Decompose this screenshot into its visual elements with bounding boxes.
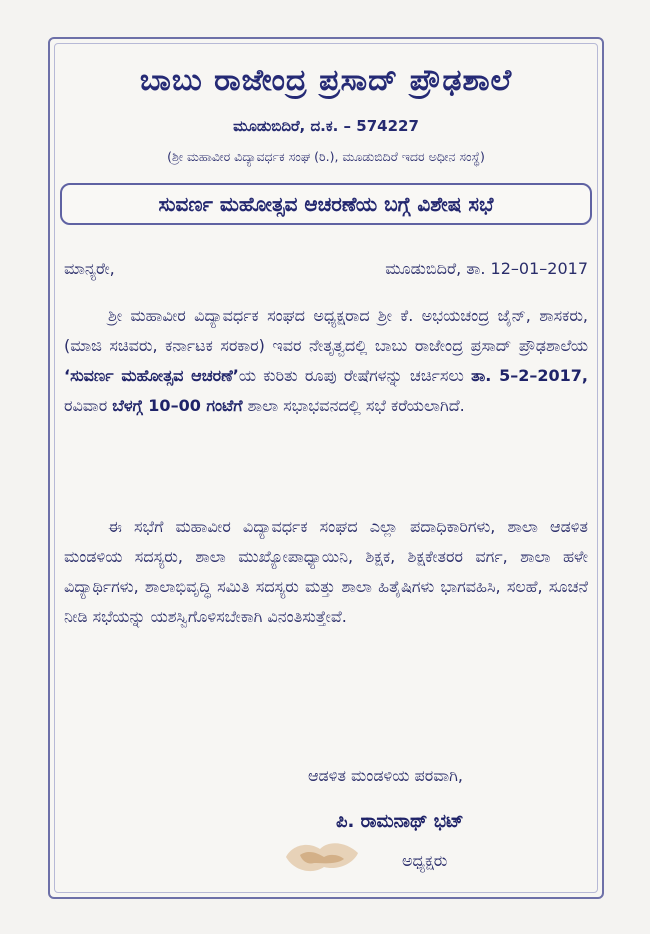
signatory-designation: ಅಧ್ಯಕ್ಷರು	[402, 851, 448, 870]
signatory-name: ಪಿ. ರಾಮನಾಥ್ ಭಟ್	[336, 811, 464, 832]
ink-stain	[278, 827, 366, 879]
notice-card	[48, 37, 604, 899]
event-name: ‘ಸುವರ್ಣ ಮಹೋತ್ಸವ ಆಚರಣೆ’	[64, 366, 239, 385]
para1-text-1: ಶ್ರೀ ಮಹಾವೀರ ವಿದ್ಯಾವರ್ಧಕ ಸಂಘದ ಅಧ್ಯಕ್ಷರಾದ ಶ್ರೀ ಕೆ. ಅಭಯಚಂದ್ರ ಜೈನ್, ಶಾಸಕರು, (ಮಾಜಿ ಸಚಿವರು, ಕರ್ನಾಟಕ ಸರಕಾರ) ಇವರ ನೇತೃತ್ವದಲ್ಲಿ ಬಾಬು ರಾಜೇಂದ್ರ ಪ್ರಸಾದ್ ಪ್ರೌಢಶಾಲೆಯ	[64, 306, 588, 355]
salutation: ಮಾನ್ಯರೇ,	[64, 259, 115, 278]
attendees-paragraph: ಈ ಸಭೆಗೆ ಮಹಾವೀರ ವಿದ್ಯಾವರ್ಧಕ ಸಂಘದ ಎಲ್ಲಾ ಪದಾಧಿಕಾರಿಗಳು, ಶಾಲಾ ಆಡಳಿತ ಮಂಡಳಿಯ ಸದಸ್ಯರು, ಶಾಲಾ ಮುಖ್ಯೋಪಾಧ್ಯಾಯಿನಿ, ಶಿಕ್ಷಕ, ಶಿಕ್ಷಕೇತರರ ವರ್ಗ, ಶಾಲಾ ಹಳೇ ವಿದ್ಯಾರ್ಥಿಗಳು, ಶಾಲಾಭಿವೃದ್ಧಿ ಸಮಿತಿ ಸದಸ್ಯರು ಮತ್ತು ಶಾಲಾ ಹಿತೈಷಿಗಳು ಭಾಗವಹಿಸಿ, ಸಲಹೆ, ಸೂಚನೆ ನೀಡಿ ಸಭೆಯನ್ನು ಯಶಸ್ವಿಗೊಳಿಸಬೇಕಾಗಿ ವಿನಂತಿಸುತ್ತೇವೆ.	[64, 517, 588, 626]
para1-text-3: ಶಾಲಾ ಸಭಾಭವನದಲ್ಲಿ ಸಭೆ ಕರೆಯಲಾಗಿದೆ.	[247, 396, 465, 415]
school-address: ಮೂಡುಬಿದಿರೆ, ದ.ಕ. – 574227	[233, 117, 419, 135]
para1-text-2: ಯ ಕುರಿತು ರೂಪು ರೇಷೆಗಳನ್ನು ಚರ್ಚಿಸಲು	[238, 366, 464, 385]
invitation-paragraph	[64, 301, 588, 421]
meeting-day: ರವಿವಾರ	[64, 396, 108, 415]
affiliation-note: (ಶ್ರೀ ಮಹಾವೀರ ವಿದ್ಯಾವರ್ಧಕ ಸಂಘ (ರಿ.), ಮೂಡುಬಿದಿರೆ ಇದರ ಅಧೀನ ಸಂಸ್ಥೆ)	[167, 149, 485, 164]
school-name: ಬಾಬು ರಾಜೇಂದ್ರ ಪ್ರಸಾದ್ ಪ್ರೌಢಶಾಲೆ	[139, 63, 513, 98]
place-date: ಮೂಡುಬಿದಿರೆ, ತಾ. 12–01–2017	[385, 259, 588, 278]
meeting-date: ತಾ. 5–2–2017,	[471, 366, 588, 385]
meeting-title-banner	[60, 183, 592, 225]
closing-line: ಆಡಳಿತ ಮಂಡಳಿಯ ಪರವಾಗಿ,	[308, 766, 463, 785]
meeting-title: ಸುವರ್ಣ ಮಹೋತ್ಸವ ಆಚರಣೆಯ ಬಗ್ಗೆ ವಿಶೇಷ ಸಭೆ	[158, 192, 494, 216]
meeting-time: ಬೆಳಗ್ಗೆ 10–00 ಗಂಟೆಗೆ	[112, 396, 243, 415]
